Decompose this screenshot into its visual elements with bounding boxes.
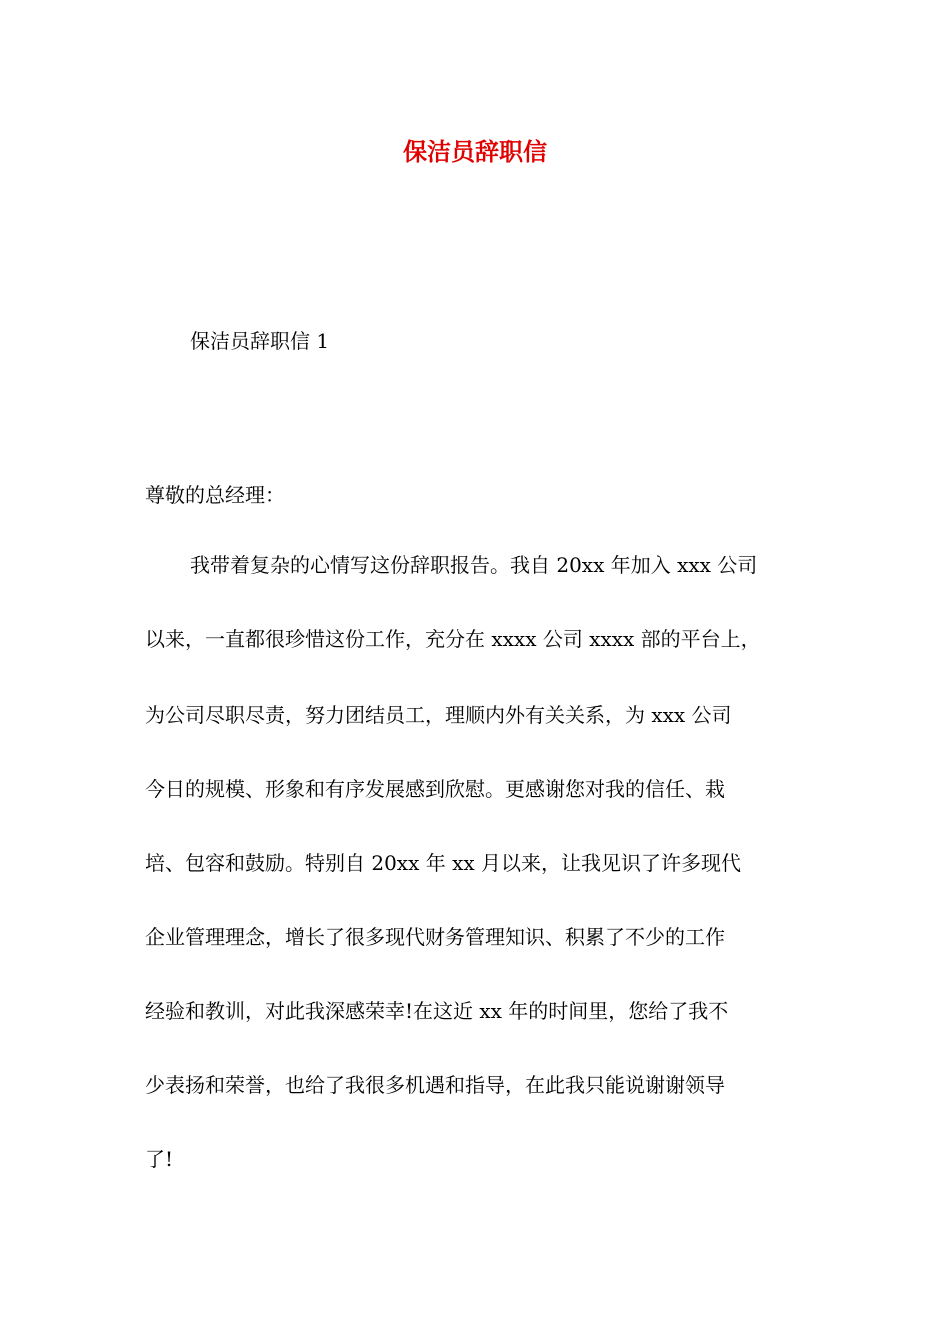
body-line: 企业管理理念，增长了很多现代财务管理知识、积累了不少的工作 — [145, 925, 725, 949]
body-line: 经验和教训，对此我深感荣幸!在这近 xx 年的时间里，您给了我不 — [145, 999, 729, 1023]
body-line: 了! — [145, 1147, 174, 1171]
salutation: 尊敬的总经理： — [145, 483, 285, 507]
body-line: 少表扬和荣誉，也给了我很多机遇和指导，在此我只能说谢谢领导 — [145, 1073, 725, 1097]
letter-heading: 保洁员辞职信 1 — [190, 329, 330, 353]
body-line: 为公司尽职尽责，努力团结员工，理顺内外有关关系，为 xxx 公司 — [145, 703, 732, 727]
document-title: 保洁员辞职信 — [403, 138, 547, 166]
body-line: 我带着复杂的心情写这份辞职报告。我自 20xx 年加入 xxx 公司 — [190, 553, 758, 577]
body-line: 以来，一直都很珍惜这份工作，充分在 xxxx 公司 xxxx 部的平台上， — [145, 627, 761, 651]
body-line: 今日的规模、形象和有序发展感到欣慰。更感谢您对我的信任、栽 — [145, 777, 725, 801]
body-line: 培、包容和鼓励。特别自 20xx 年 xx 月以来，让我见识了许多现代 — [145, 851, 741, 875]
